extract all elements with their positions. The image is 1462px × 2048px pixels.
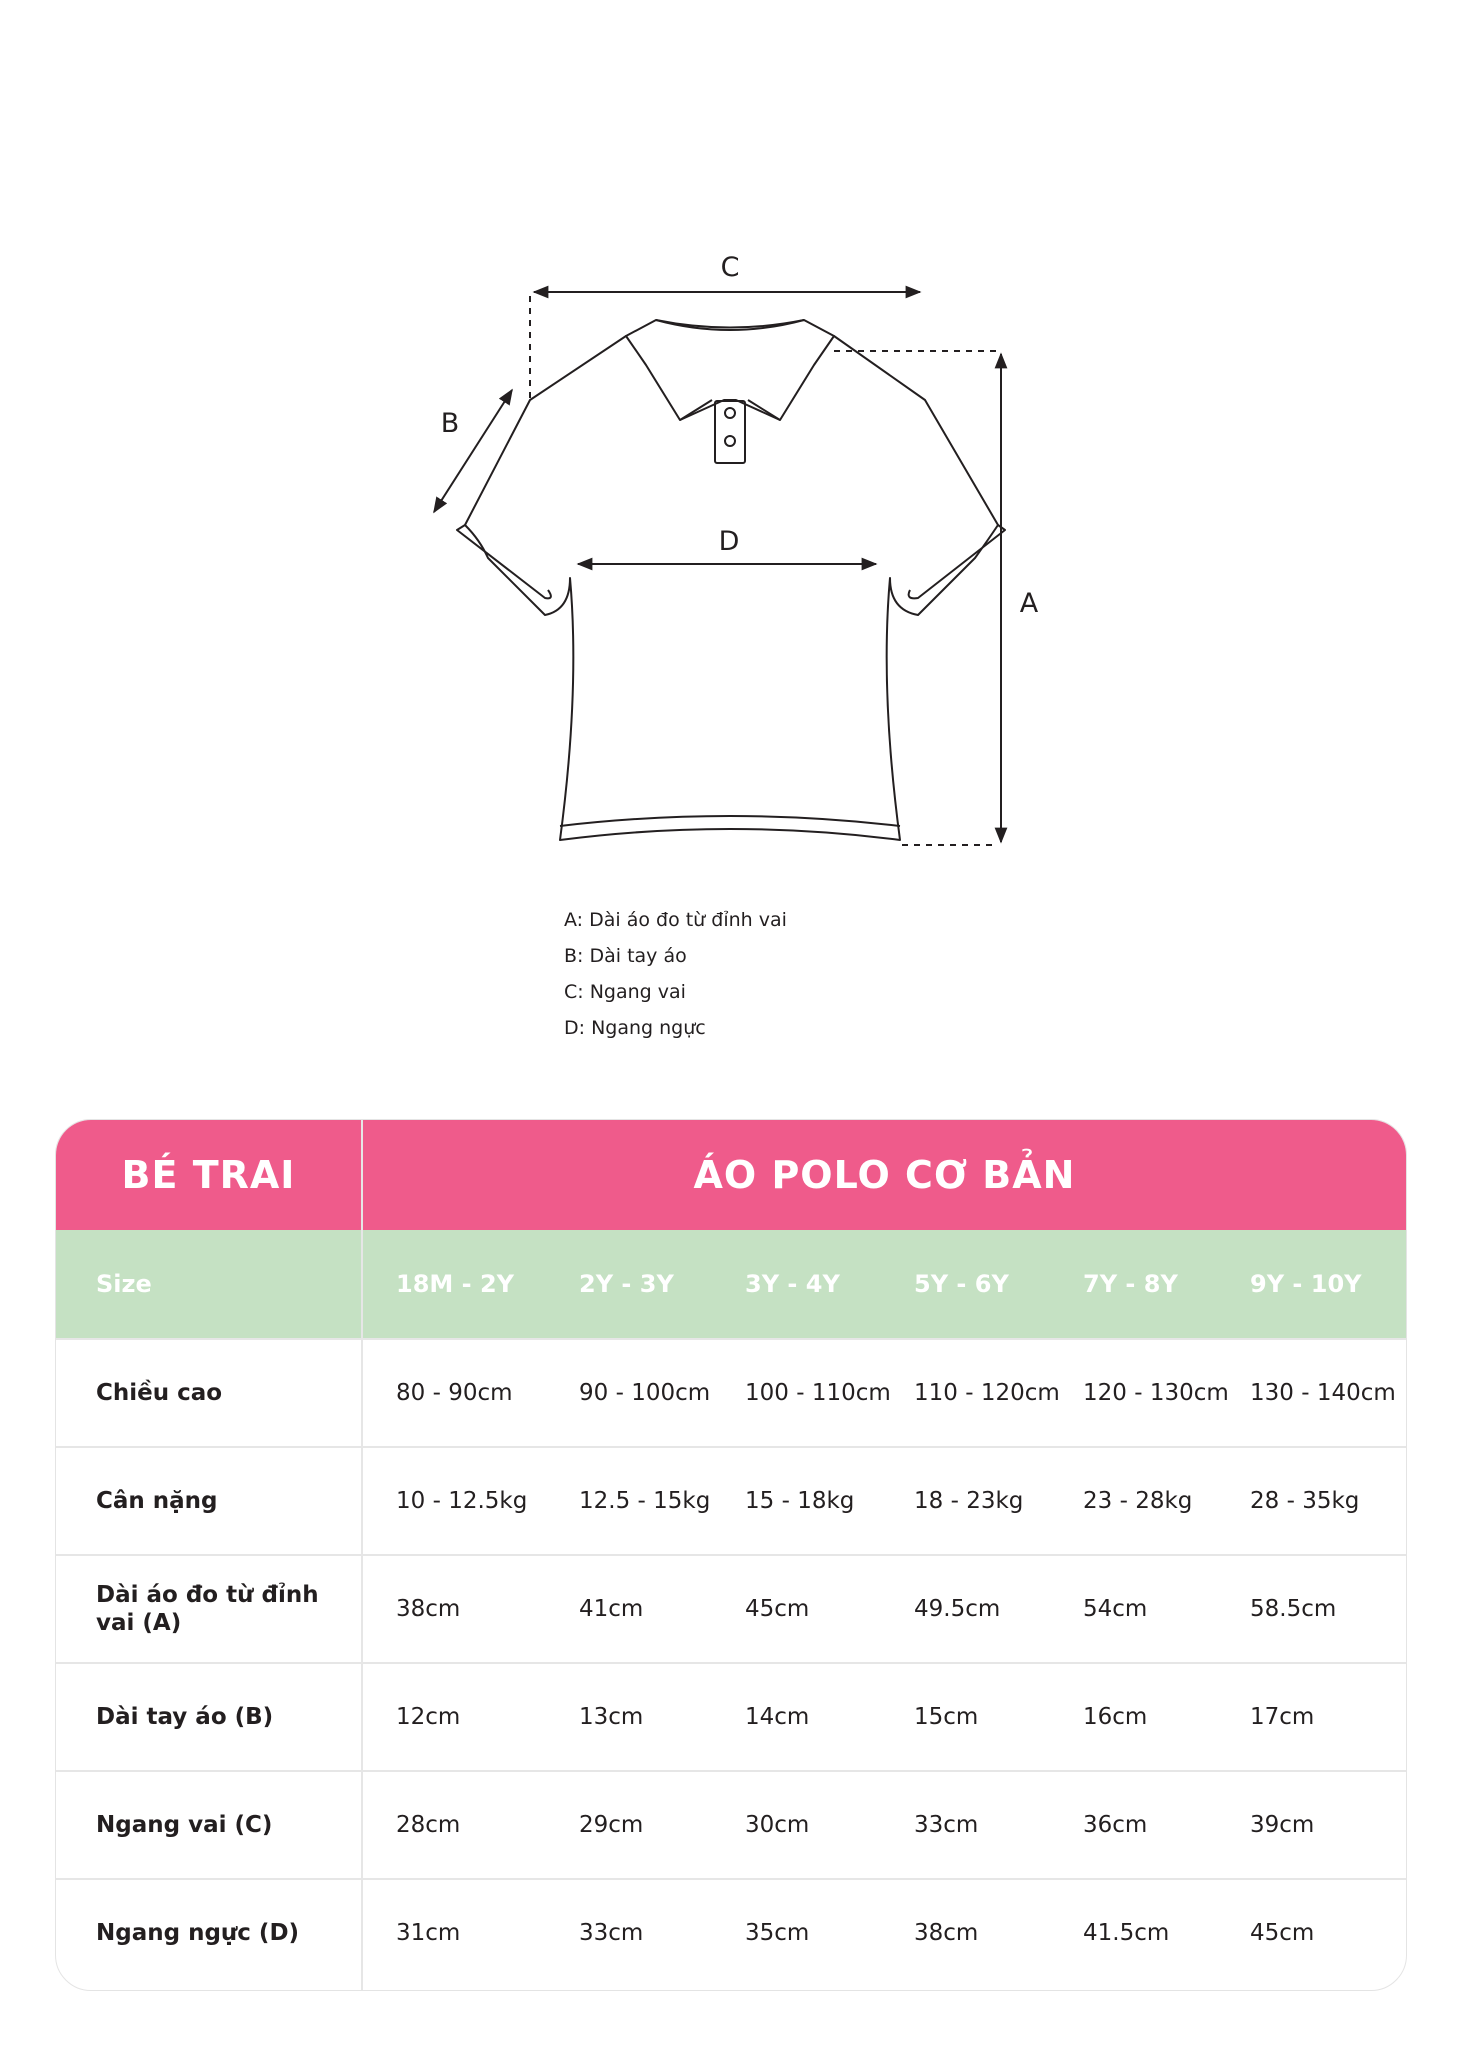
row-label: Dài tay áo (B) (96, 1704, 274, 1730)
size-heading: 5Y - 6Y (914, 1270, 1009, 1298)
product-title: ÁO POLO CƠ BẢN (693, 1153, 1076, 1197)
table-cell: 23 - 28kg (1083, 1488, 1193, 1514)
table-cell: 39cm (1250, 1812, 1315, 1838)
placket (715, 401, 745, 463)
table-cell: 100 - 110cm (745, 1380, 891, 1406)
table-cell: 49.5cm (914, 1596, 1001, 1622)
row-label: Ngang vai (C) (96, 1812, 273, 1838)
row-label: Dài áo đo từ đỉnh vai (A) (96, 1582, 319, 1636)
table-cell: 36cm (1083, 1812, 1148, 1838)
column-divider (361, 1120, 363, 1990)
size-heading: 3Y - 4Y (745, 1270, 840, 1298)
legend-item: B: Dài tay áo (564, 945, 687, 967)
dimension-d-label: D (718, 526, 740, 557)
table-cell: 35cm (745, 1920, 810, 1946)
table-cell: 10 - 12.5kg (396, 1488, 528, 1514)
table-cell: 18 - 23kg (914, 1488, 1024, 1514)
button (725, 408, 735, 418)
table-cell: 12cm (396, 1704, 461, 1730)
row-label: Ngang ngực (D) (96, 1920, 300, 1946)
table-cell: 45cm (1250, 1920, 1315, 1946)
measurement-legend (564, 902, 787, 1046)
size-heading: 2Y - 3Y (579, 1270, 674, 1298)
table-row (56, 1446, 1406, 1554)
shirt-body-outline (465, 336, 998, 840)
table-row (56, 1554, 1406, 1662)
left-sleeve-cuff (457, 525, 551, 598)
table-cell: 80 - 90cm (396, 1380, 513, 1406)
legend-item: C: Ngang vai (564, 981, 686, 1003)
button (725, 436, 735, 446)
hem-band (560, 816, 900, 826)
row-label: Cân nặng (96, 1488, 218, 1514)
table-cell: 28cm (396, 1812, 461, 1838)
table-cell: 17cm (1250, 1704, 1315, 1730)
table-cell: 16cm (1083, 1704, 1148, 1730)
table-cell: 130 - 140cm (1250, 1380, 1396, 1406)
table-cell: 31cm (396, 1920, 461, 1946)
table-row (56, 1878, 1406, 1986)
size-row-label: Size (96, 1270, 152, 1298)
table-cell: 54cm (1083, 1596, 1148, 1622)
table-cell: 120 - 130cm (1083, 1380, 1229, 1406)
table-cell: 33cm (914, 1812, 979, 1838)
size-heading: 18M - 2Y (396, 1270, 515, 1298)
table-row (56, 1662, 1406, 1770)
table-cell: 41cm (579, 1596, 644, 1622)
table-cell: 58.5cm (1250, 1596, 1337, 1622)
table-cell: 33cm (579, 1920, 644, 1946)
table-cell: 14cm (745, 1704, 810, 1730)
table-cell: 13cm (579, 1704, 644, 1730)
size-chart-table (55, 1119, 1407, 1991)
size-heading: 7Y - 8Y (1083, 1270, 1178, 1298)
category-title: BÉ TRAI (121, 1153, 296, 1197)
table-cell: 45cm (745, 1596, 810, 1622)
table-cell: 38cm (396, 1596, 461, 1622)
size-heading: 9Y - 10Y (1250, 1270, 1362, 1298)
collar (626, 320, 834, 420)
table-header-row (56, 1120, 1406, 1230)
size-row (56, 1230, 1406, 1338)
dimension-b-label: B (440, 408, 460, 439)
table-cell: 28 - 35kg (1250, 1488, 1360, 1514)
legend-item: D: Ngang ngực (564, 1017, 706, 1039)
table-cell: 15 - 18kg (745, 1488, 855, 1514)
row-label: Chiều cao (96, 1380, 223, 1406)
table-cell: 38cm (914, 1920, 979, 1946)
polo-shirt-diagram (0, 0, 1462, 900)
table-cell: 110 - 120cm (914, 1380, 1060, 1406)
table-cell: 29cm (579, 1812, 644, 1838)
dimension-c-label: C (720, 252, 740, 283)
dimension-a-label: A (1019, 588, 1039, 619)
table-cell: 15cm (914, 1704, 979, 1730)
legend-item: A: Dài áo đo từ đỉnh vai (564, 909, 787, 931)
table-row (56, 1338, 1406, 1446)
table-row (56, 1770, 1406, 1878)
table-cell: 90 - 100cm (579, 1380, 711, 1406)
table-cell: 12.5 - 15kg (579, 1488, 711, 1514)
table-cell: 41.5cm (1083, 1920, 1170, 1946)
table-cell: 30cm (745, 1812, 810, 1838)
